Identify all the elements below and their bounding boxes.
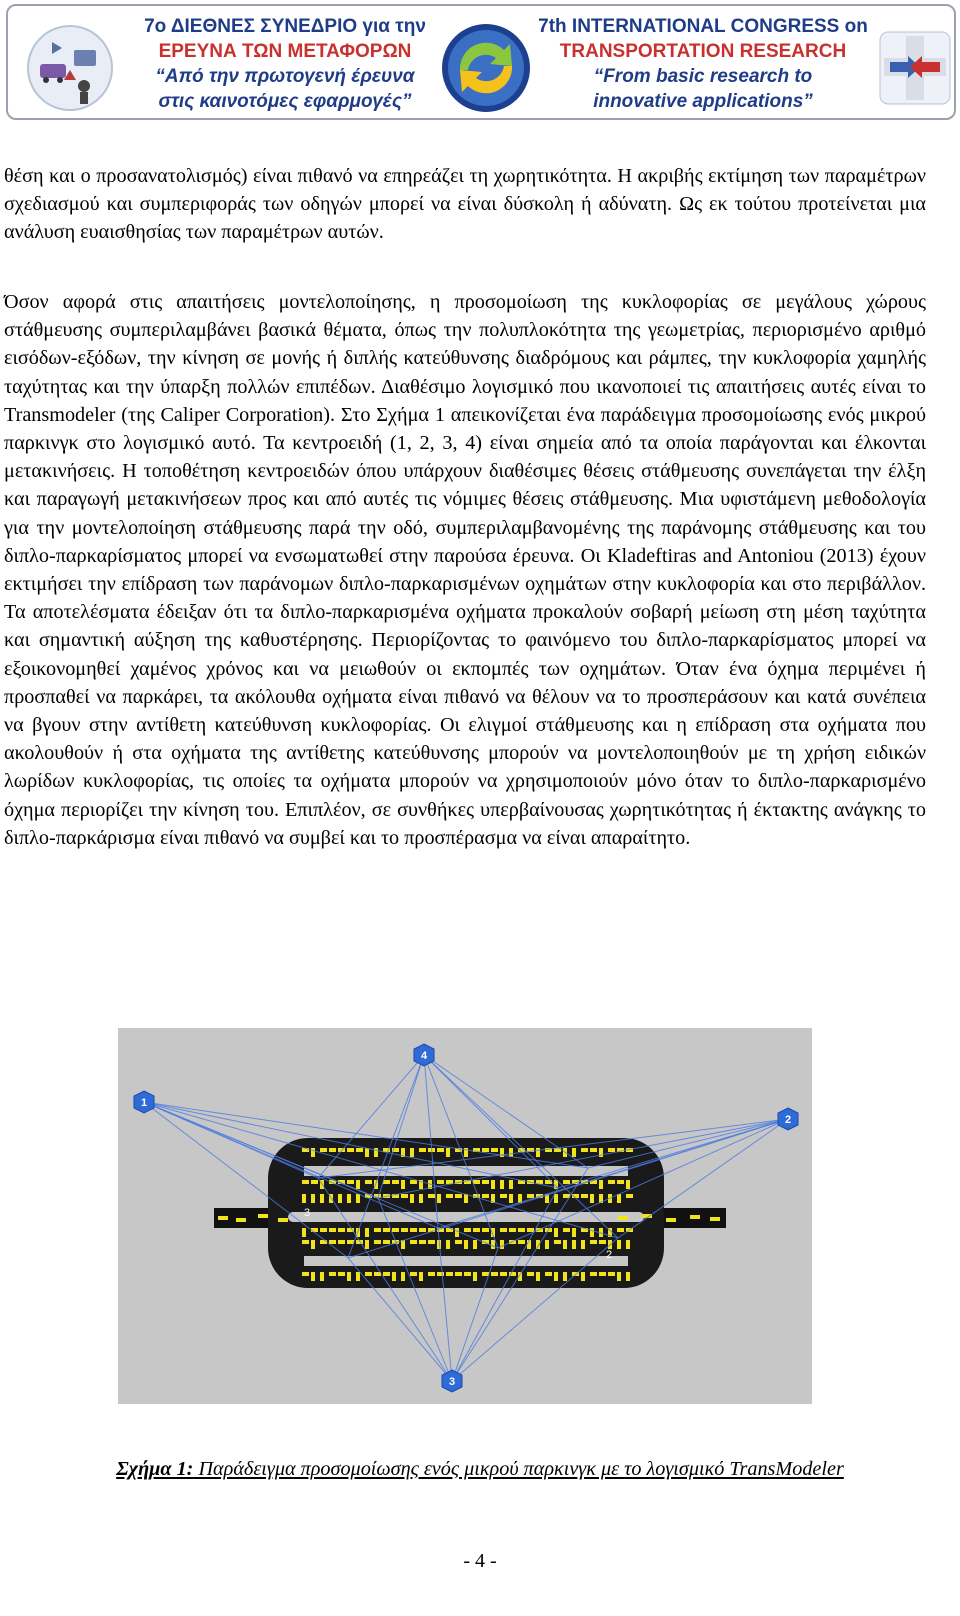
parking-stall: [491, 1240, 495, 1249]
transport-modes-icon: [22, 20, 118, 116]
paragraph-2: Όσον αφορά στις απαιτήσεις μοντελοποίησης, η προσομοίωση της κυκλοφορίας σε μεγάλους χώρους στάθμευσης συμπεριλαμβάνει βασικά θέματα, όπως την πολυπλοκότητα της γεωμετρίας, περιορισμένο αριθμό εισόδων-εξόδων, την κίνηση σε μονής ή διπλής κατεύθυνσης διαδρόμους και ράμπες, την κυκλοφορία χαμηλής ταχύτητας και την ύπαρξη πολλών επιπέδων. Διαθέσιμο λογισμικό που ικανοποιεί τις απαιτήσεις αυτές είναι το Transmodeler (της Caliper Corporation). Στο Σχήμα 1 απεικονίζεται ένα παράδειγμα προσομοίωσης ενός μικρού παρκινγκ στο λογισμικό αυτό. Τα κεντροειδή (1, 2, 3, 4) είναι σημεία από τα οποία παράγονται και έλκονται μετακινήσεις. Η τοποθέτηση κεντροειδών όπου υπάρχουν διαθέσιμες θέσεις στάθμευσης συνεπάγεται την έλξη και παραγωγή μετακινήσεων προς και από αυτές τις νόμιμες θέσεις στάθμευσης. Μια υφιστάμενη μεθοδολογία για την μοντελοποίηση στάθμευσης παρά την οδό, συμπεριλαμβανομένης της παράνομης στάθμευσης και του διπλο-παρκαρίσματος μπορεί να ενσωματωθεί στην παρούσα έρευνα. Οι Kladeftiras and Antoniou (2013) έχουν εκτιμήσει την επίδραση των παράνομων διπλο-παρκαρισμένων οχημάτων στην κυκλοφορία και στο περιβάλλον. Τα αποτελέσματα έδειξαν ότι τα διπλο-παρκαρισμένα οχήματα προκαλούν σοβαρή μείωση στη μέση ταχύτητα και σημαντική αύξηση της καθυστέρησης. Περιορίζοντας το φαινόμενο του διπλο-παρκαρίσματος μπορεί να εξοικονομηθεί χαμένος χρόνος και να μειωθούν οι εκπομπές των οχημάτων. Όταν ένα όχημα περιμένει ή προσπαθεί να παρκάρει, τα ακόλουθα οχήματα είναι πιθανό να θέλουν να το προσπεράσουν και κατά συνέπεια να βγουν στην αντίθετη κατεύθυνση κυκλοφορίας. Οι ελιγμοί στάθμευσης και η επίδραση στα οχήματα που ακολουθούν ή στα οχήματα της αντίθετης κατεύθυνσης μπορούν να μοντελοποιηθούν με τη χρήση ειδικών λωρίδων κυκλοφορίας, τις οποίες τα οχήματα μπορούν να χρησιμοποιούν μόνο όταν το διπλο-παρκαρισμένο όχημα περιορίζει την κίνηση του. Επιπλέον, σε συνθήκες υπερβαίνουσας χωρητικότητας ή έκτακτης ανάγκης το διπλο-παρκάρισμα είναι πιθανό να συμβεί και το προσπέρασμα να είναι απαραίτητο.: [4, 291, 926, 849]
parking-stall: [509, 1194, 513, 1203]
parking-stall: [617, 1228, 624, 1232]
parking-stall: [320, 1228, 327, 1232]
parking-stall: [410, 1228, 417, 1232]
parking-stall: [536, 1148, 540, 1157]
parking-stall: [437, 1272, 444, 1276]
parking-simulation-figure: [118, 1028, 812, 1404]
parking-stall: [383, 1228, 390, 1232]
parking-stall: [311, 1148, 315, 1157]
parking-stall: [329, 1228, 336, 1232]
parking-stall: [392, 1228, 399, 1232]
road-marking: [236, 1218, 246, 1222]
parking-stall: [401, 1272, 405, 1281]
centroid-2-label: 2: [784, 1114, 792, 1126]
parking-stall: [554, 1228, 558, 1237]
parking-stall: [626, 1272, 630, 1281]
parking-stall: [581, 1272, 585, 1281]
parking-stall: [392, 1180, 399, 1184]
parking-stall: [581, 1240, 585, 1249]
figure-caption-text: Παράδειγμα προσομοίωσης ενός μικρού παρκινγκ με το λογισμικό TransModeler: [193, 1458, 844, 1480]
parking-stall: [347, 1194, 351, 1203]
road-marking: [258, 1214, 268, 1218]
parking-stall: [365, 1148, 369, 1157]
parking-stall: [446, 1272, 453, 1276]
parking-stall: [320, 1272, 324, 1281]
intersection-sign-icon: [876, 28, 954, 108]
parking-stall: [356, 1148, 363, 1152]
parking-stall: [608, 1180, 615, 1184]
parking-stall: [464, 1240, 468, 1249]
parking-stall: [365, 1228, 369, 1237]
parking-stall: [419, 1228, 426, 1232]
parking-stall: [509, 1180, 513, 1189]
parking-stall: [356, 1180, 360, 1189]
parking-stall: [590, 1272, 597, 1276]
parking-stall: [365, 1240, 369, 1249]
road-marking: [710, 1217, 720, 1221]
parking-stall: [563, 1228, 570, 1232]
parking-stall: [356, 1272, 360, 1281]
road-marking: [278, 1218, 288, 1222]
parking-stall: [410, 1148, 414, 1157]
parking-stall: [491, 1148, 498, 1152]
parking-stall: [419, 1194, 423, 1203]
english-research-line: TRANSPORTATION RESEARCH: [559, 41, 847, 62]
parking-stall: [572, 1228, 576, 1237]
parking-stall: [329, 1272, 336, 1276]
greek-motto-line2: στις καινοτόμες εφαρμογές”: [158, 91, 412, 112]
parking-stall: [347, 1272, 351, 1281]
parking-stall: [599, 1180, 603, 1189]
parking-stall: [500, 1240, 504, 1249]
figure-caption: [0, 1458, 960, 1481]
parking-stall: [590, 1194, 594, 1203]
parking-stall: [338, 1194, 342, 1203]
parking-stall: [374, 1148, 378, 1157]
parking-stall: [563, 1240, 567, 1249]
road-marking: [666, 1218, 676, 1222]
centroid-4: [414, 1044, 434, 1066]
parking-stall: [473, 1240, 477, 1249]
island-top: [304, 1166, 628, 1176]
parking-stall: [590, 1240, 597, 1244]
parking-stall: [455, 1228, 459, 1237]
parking-stall: [482, 1272, 489, 1276]
parking-stall: [464, 1272, 471, 1276]
parking-stall: [302, 1228, 306, 1237]
congress-banner: [6, 4, 956, 120]
parking-stall: [608, 1148, 615, 1152]
parking-stall: [545, 1272, 552, 1276]
parking-stall: [536, 1272, 540, 1281]
parking-stall: [482, 1194, 489, 1198]
parking-stall: [410, 1272, 417, 1276]
parking-stall: [500, 1194, 507, 1198]
centroid-3-label: 3: [448, 1376, 456, 1388]
parking-stall: [302, 1272, 309, 1276]
inner-label-2: 2: [606, 1249, 613, 1261]
parking-stall: [347, 1148, 354, 1152]
parking-stall: [608, 1272, 615, 1276]
centroid-2: [778, 1108, 798, 1130]
parking-stall: [311, 1240, 315, 1249]
greek-congress-line: 7ο ΔΙΕΘΝΕΣ ΣΥΝΕΔΡΙΟ για την: [144, 16, 426, 37]
parking-stall: [401, 1194, 408, 1198]
parking-stall: [554, 1272, 558, 1281]
parking-stall: [554, 1240, 561, 1244]
parking-stall: [329, 1148, 336, 1152]
parking-stall: [482, 1228, 489, 1232]
parking-stall: [338, 1272, 345, 1276]
road-marking: [690, 1215, 700, 1219]
parking-stall: [437, 1148, 444, 1152]
parking-stall: [563, 1180, 570, 1184]
parking-stall: [473, 1180, 480, 1184]
parking-stall: [383, 1240, 390, 1244]
parking-stall: [410, 1194, 414, 1203]
parking-stall: [311, 1194, 315, 1203]
parking-stall: [302, 1194, 306, 1203]
parking-stall: [572, 1240, 576, 1249]
parking-stall: [491, 1272, 498, 1276]
parking-stall: [383, 1272, 390, 1276]
parking-stall: [311, 1272, 315, 1281]
parking-stall: [626, 1194, 633, 1198]
parking-stall: [338, 1228, 345, 1232]
parking-stall: [365, 1272, 372, 1276]
parking-stall: [626, 1180, 630, 1189]
parking-stall: [599, 1272, 606, 1276]
parking-stall: [500, 1228, 507, 1232]
page-number: - 4 -: [463, 1550, 497, 1572]
parking-stall: [626, 1240, 630, 1249]
island-bottom: [304, 1256, 628, 1266]
paragraph-1: θέση και ο προσανατολισμός) είναι πιθανό να επηρεάζει τη χωρητικότητα. Η ακριβής εκτίμηση των παραμέτρων σχεδιασμού και συμπεριφοράς των οδηγών μπορεί να είναι δύσκολη ή αδύνατη. Ως εκ τούτου προτείνεται μια ανάλυση ευαισθησίας των παραμέτρων αυτών.: [4, 165, 926, 244]
parking-stall: [329, 1240, 336, 1244]
parking-stall: [401, 1180, 405, 1189]
parking-stall: [311, 1180, 318, 1184]
english-motto-line2: innovative applications”: [593, 91, 813, 112]
greek-title-block: [120, 14, 450, 114]
greek-research-line: ΕΡΕΥΝΑ ΤΩΝ ΜΕΤΑΦΟΡΩΝ: [158, 41, 412, 62]
parking-stall: [437, 1180, 444, 1184]
greek-motto-line1: “Από την πρωτογενή έρευνα: [155, 66, 415, 87]
parking-stall: [590, 1228, 594, 1237]
parking-stall: [365, 1180, 372, 1184]
road-marking: [618, 1216, 628, 1220]
road-marking: [218, 1216, 228, 1220]
parking-stall: [581, 1148, 588, 1152]
parking-stall: [500, 1180, 504, 1189]
inner-label-3: 3: [304, 1207, 311, 1219]
parking-stall: [374, 1240, 381, 1244]
parking-stall: [545, 1240, 549, 1249]
parking-stall: [302, 1240, 309, 1244]
parking-stall: [428, 1272, 435, 1276]
parking-stall: [302, 1180, 309, 1184]
parking-stall: [617, 1240, 621, 1249]
parking-stall: [473, 1228, 480, 1232]
parking-stall: [509, 1148, 513, 1157]
parking-stall: [320, 1148, 327, 1152]
parking-stall: [437, 1194, 441, 1203]
parking-stall: [419, 1240, 426, 1244]
parking-stall: [428, 1240, 435, 1244]
parking-stall: [572, 1148, 576, 1157]
parking-stall: [617, 1180, 624, 1184]
parking-stall: [500, 1272, 507, 1276]
parking-stall: [446, 1240, 450, 1249]
parking-stall: [617, 1194, 621, 1203]
parking-stall: [599, 1240, 606, 1244]
parking-stall: [401, 1228, 408, 1232]
parking-stall: [563, 1272, 567, 1281]
parking-stall: [482, 1180, 489, 1184]
figure-caption-label: Σχήμα 1:: [116, 1458, 194, 1480]
parking-simulation-svg: [118, 1028, 812, 1404]
parking-stall: [473, 1272, 477, 1281]
parking-stall: [455, 1272, 462, 1276]
parking-stall: [374, 1228, 381, 1232]
parking-stall: [419, 1148, 426, 1152]
parking-stall: [455, 1240, 462, 1244]
parking-stall: [464, 1194, 468, 1203]
parking-stall: [527, 1228, 534, 1232]
parking-stall: [392, 1272, 396, 1281]
parking-stall: [464, 1228, 471, 1232]
parking-stall: [554, 1194, 558, 1203]
parking-stall: [446, 1148, 450, 1157]
centroid-1-label: 1: [140, 1097, 148, 1109]
globe-arrows-icon: [436, 20, 536, 116]
english-motto-line1: “From basic research to: [593, 66, 813, 87]
parking-stall: [581, 1194, 588, 1198]
parking-stall: [482, 1148, 489, 1152]
parking-stall: [320, 1194, 324, 1203]
parking-stall: [509, 1228, 516, 1232]
parking-stall: [446, 1194, 453, 1198]
parking-stall: [527, 1194, 534, 1198]
parking-stall: [338, 1240, 345, 1244]
parking-stall: [527, 1272, 534, 1276]
parking-stall: [347, 1180, 354, 1184]
english-congress-line: 7th INTERNATIONAL CONGRESS on: [538, 16, 868, 37]
english-title-block: [528, 14, 878, 114]
parking-stall: [491, 1180, 495, 1189]
parking-stall: [518, 1228, 525, 1232]
centroid-1: [134, 1091, 154, 1113]
parking-stall: [419, 1272, 423, 1281]
parking-stall: [428, 1194, 435, 1198]
parking-stall: [356, 1194, 360, 1203]
centroid-3: [442, 1370, 462, 1392]
centroid-4-label: 4: [420, 1050, 428, 1062]
parking-stall: [455, 1194, 462, 1198]
parking-stall: [518, 1240, 525, 1244]
parking-stall: [617, 1272, 621, 1281]
parking-stall: [590, 1148, 597, 1152]
parking-stall: [410, 1180, 417, 1184]
parking-stall: [410, 1240, 417, 1244]
